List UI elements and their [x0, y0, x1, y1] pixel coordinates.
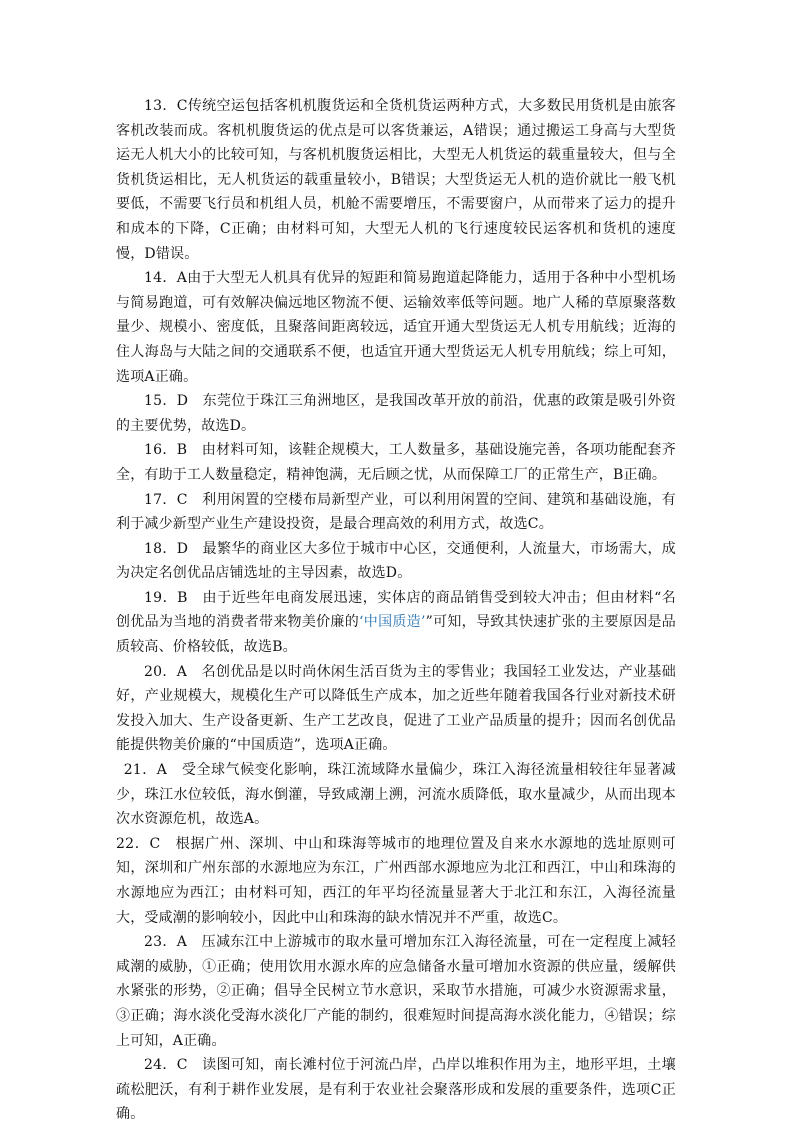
answer-19-text-after: ”可知，导致其快速扩张的主要原因是品质较高、价格较低，故选B。 [116, 614, 676, 656]
answer-17: 17．C 利用闲置的空楼布局新型产业，可以利用闲置的空间、建筑和基础设施，有利于减少新型产业生产建设投资，是最合理高效的利用方式，故选C。 [116, 491, 676, 533]
answer-20: 20．A 名创优品是以时尚休闲生活百货为主的零售业；我国轻工业发达，产业基础好，产业规模大，规模化生产可以降低生产成本，加之近些年随着我国各行业对新技术研发投入加大、生产设备更新、生产工艺改良，促进了工业产品质量的提升；因而名创优品能提供物美价廉的“中国质造”，选项A正确。 [116, 663, 676, 754]
answer-24: 24．C 读图可知，南长滩村位于河流凸岸，凸岸以堆积作用为主，地形平坦，土壤疏松肥沃，有利于耕作业发展，是有利于农业社会聚落形成和发展的重要条件，选项C正确。 [116, 1057, 676, 1123]
answer-14: 14．A由于大型无人机具有优异的短距和简易跑道起降能力，适用于各种中小型机场与简易跑道，可有效解决偏远地区物流不便、运输效率低等问题。地广人稀的草原聚落数量少、规模小、密度低，且聚落间距离较远，适宜开通大型货运无人机专用航线；近海的住人海岛与大陆之间的交通联系不便，也适宜开通大型货运无人机专用航线；综上可知，选项A正确。 [116, 270, 676, 385]
answer-16: 16．B 由材料可知，该鞋企规模大，工人数量多，基础设施完善，各项功能配套齐全，有助于工人数量稳定，精神饱满，无后顾之忧，从而保障工厂的正常生产，B正确。 [116, 442, 676, 483]
answer-19 [116, 586, 676, 660]
answer-19-text-before: 19．B 由于近些年电商发展迅速，实体店的商品销售受到较大冲击；但由材料“名创优品为当地的消费者带来物美价廉的 [116, 589, 676, 631]
answer-18: 18．D 最繁华的商业区大多位于城市中心区，交通便利，人流量大，市场需大，成为决定名创优品店铺选址的主导因素，故选D。 [116, 540, 676, 582]
answer-22: 22．C 根据广州、深圳、中山和珠海等城市的地理位置及自来水水源地的选址原则可知，深圳和广州东部的水源地应为东江，广州西部水源地应为北江和西江，中山和珠海的水源地应为西江；由材料可知，西江的年平均径流量显著大于北江和东江，入海径流量大，受咸潮的影响较小，因此中山和珠海的缺水情况并不严重，故选C。 [116, 835, 676, 926]
answer-15: 15．D 东莞位于珠江三角洲地区，是我国改革开放的前沿，优惠的政策是吸引外资的主要优势，故选D。 [116, 393, 676, 434]
answer-explanations [116, 94, 676, 1127]
answer-23: 23．A 压减东江中上游城市的取水量可增加东江入海径流量，可在一定程度上减轻咸潮的威胁，①正确；使用饮用水源水库的应急储备水量可增加水资源的供应量，缓解供水紧张的形势，②正确；倡导全民树立节水意识，采取节水措施，可减少水资源需求量，③正确；海水淡化受海水淡化厂产能的制约，很难短时间提高海水淡化能力，④错误；综上可知，A正确。 [116, 934, 676, 1049]
answer-19-quote: ‘中国质造’ [359, 614, 426, 631]
answer-13: 13．C传统空运包括客机机腹货运和全货机货运两种方式，大多数民用货机是由旅客客机改装而成。客机机腹货运的优点是可以客货兼运，A错误；通过搬运工身高与大型货运无人机大小的比较可知，与客机机腹货运相比，大型无人机货运的载重量较大，但与全货机货运相比，无人机货运的载重量较小，B错误；大型货运无人机的造价就比一般飞机要低，不需要飞行员和机组人员，机舱不需要增压，不需要窗户，从而带来了运力的提升和成本的下降，C正确；由材料可知，大型无人机的飞行速度较民运客机和货机的速度慢，D错误。 [116, 98, 676, 262]
answer-21: 21．A 受全球气候变化影响，珠江流域降水量偏少，珠江入海径流量相较往年显著减少，珠江水位较低，海水倒灌，导致咸潮上溯，河流水质降低，取水量减少，从而出现本次水资源危机，故选A。 [116, 762, 676, 828]
